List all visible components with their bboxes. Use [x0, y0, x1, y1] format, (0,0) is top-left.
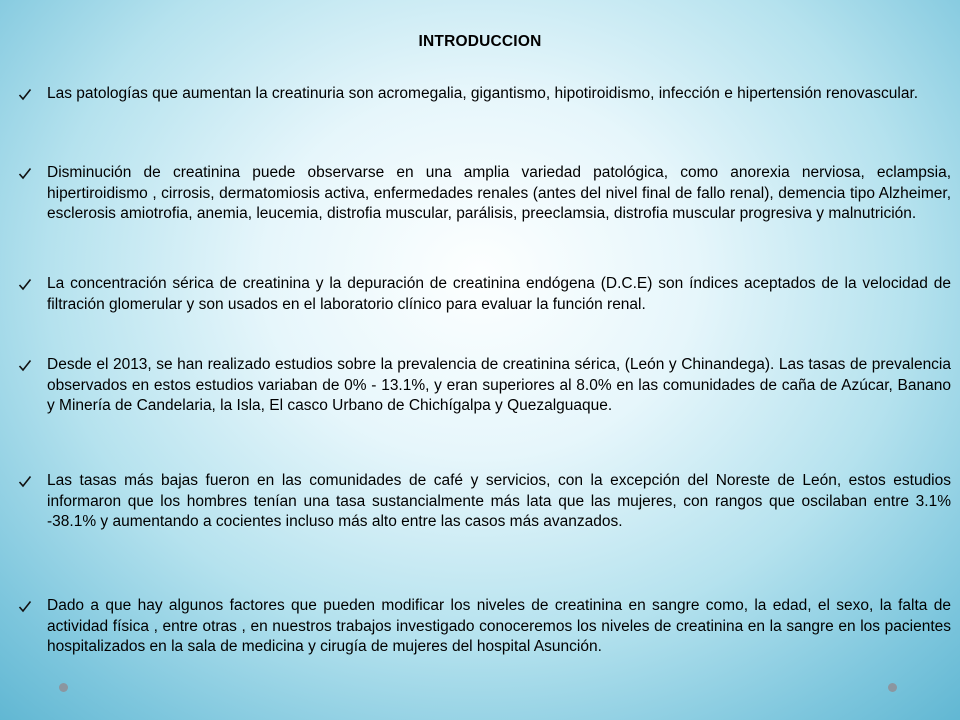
checkmark-icon [18, 355, 32, 375]
bullet-item [47, 163, 951, 225]
checkmark-icon [18, 471, 32, 491]
bullet-text: Las patologías que aumentan la creatinuria son acromegalia, gigantismo, hipotiroidismo, infección e hipertensión renovascular. [47, 85, 919, 102]
bullet-item [47, 355, 951, 417]
decorative-dot-right [888, 683, 897, 692]
bullet-item [47, 274, 951, 315]
bullet-item [47, 471, 951, 533]
decorative-dot-left [59, 683, 68, 692]
slide-title: INTRODUCCION [418, 33, 542, 50]
bullet-item [47, 596, 951, 658]
bullet-item [47, 84, 951, 105]
bullet-text: Las tasas más bajas fueron en las comunidades de café y servicios, con la excepción del Noreste de León, estos estudios informaron que los hombres tenían una tasa sustancialmente más lata que las mujeres, con rangos que oscilaban entre 3.1% -38.1% y aumentando a cocientes incluso más alto entre las casos más avanzados. [47, 472, 951, 530]
checkmark-icon [18, 163, 32, 183]
checkmark-icon [18, 84, 32, 104]
bullet-text: Dado a que hay algunos factores que pueden modificar los niveles de creatinina en sangre como, la edad, el sexo, la falta de actividad física , entre otras , en nuestros trabajos investigado conoceremos los niveles de creatinina en la sangre en los pacientes hospitalizados en la sala de medicina y cirugía de mujeres del hospital Asunción. [47, 597, 951, 655]
checkmark-icon [18, 596, 32, 616]
bullet-text: Desde el 2013, se han realizado estudios sobre la prevalencia de creatinina sérica, (León y Chinandega). Las tasas de prevalencia observados en estos estudios variaban de 0% - 13.1%, y eran superiores al 8.0% en las comunidades de caña de Azúcar, Banano y Minería de Candelaria, la Isla, El casco Urbano de Chichígalpa y Quezalguaque. [47, 356, 951, 414]
bullet-text: La concentración sérica de creatinina y la depuración de creatinina endógena (D.C.E) son índices aceptados de la velocidad de filtración glomerular y son usados en el laboratorio clínico para evaluar la función renal. [47, 275, 951, 313]
checkmark-icon [18, 274, 32, 294]
bullet-text: Disminución de creatinina puede observarse en una amplia variedad patológica, como anorexia nerviosa, eclampsia, hipertiroidismo , cirrosis, dermatomiosis activa, enfermedades renales (antes del nivel final de fallo renal), demencia tipo Alzheimer, esclerosis amiotrofia, anemia, leucemia, distrofia muscular, parálisis, preeclamsia, distrofia muscular progresiva y malnutrición. [47, 164, 951, 222]
